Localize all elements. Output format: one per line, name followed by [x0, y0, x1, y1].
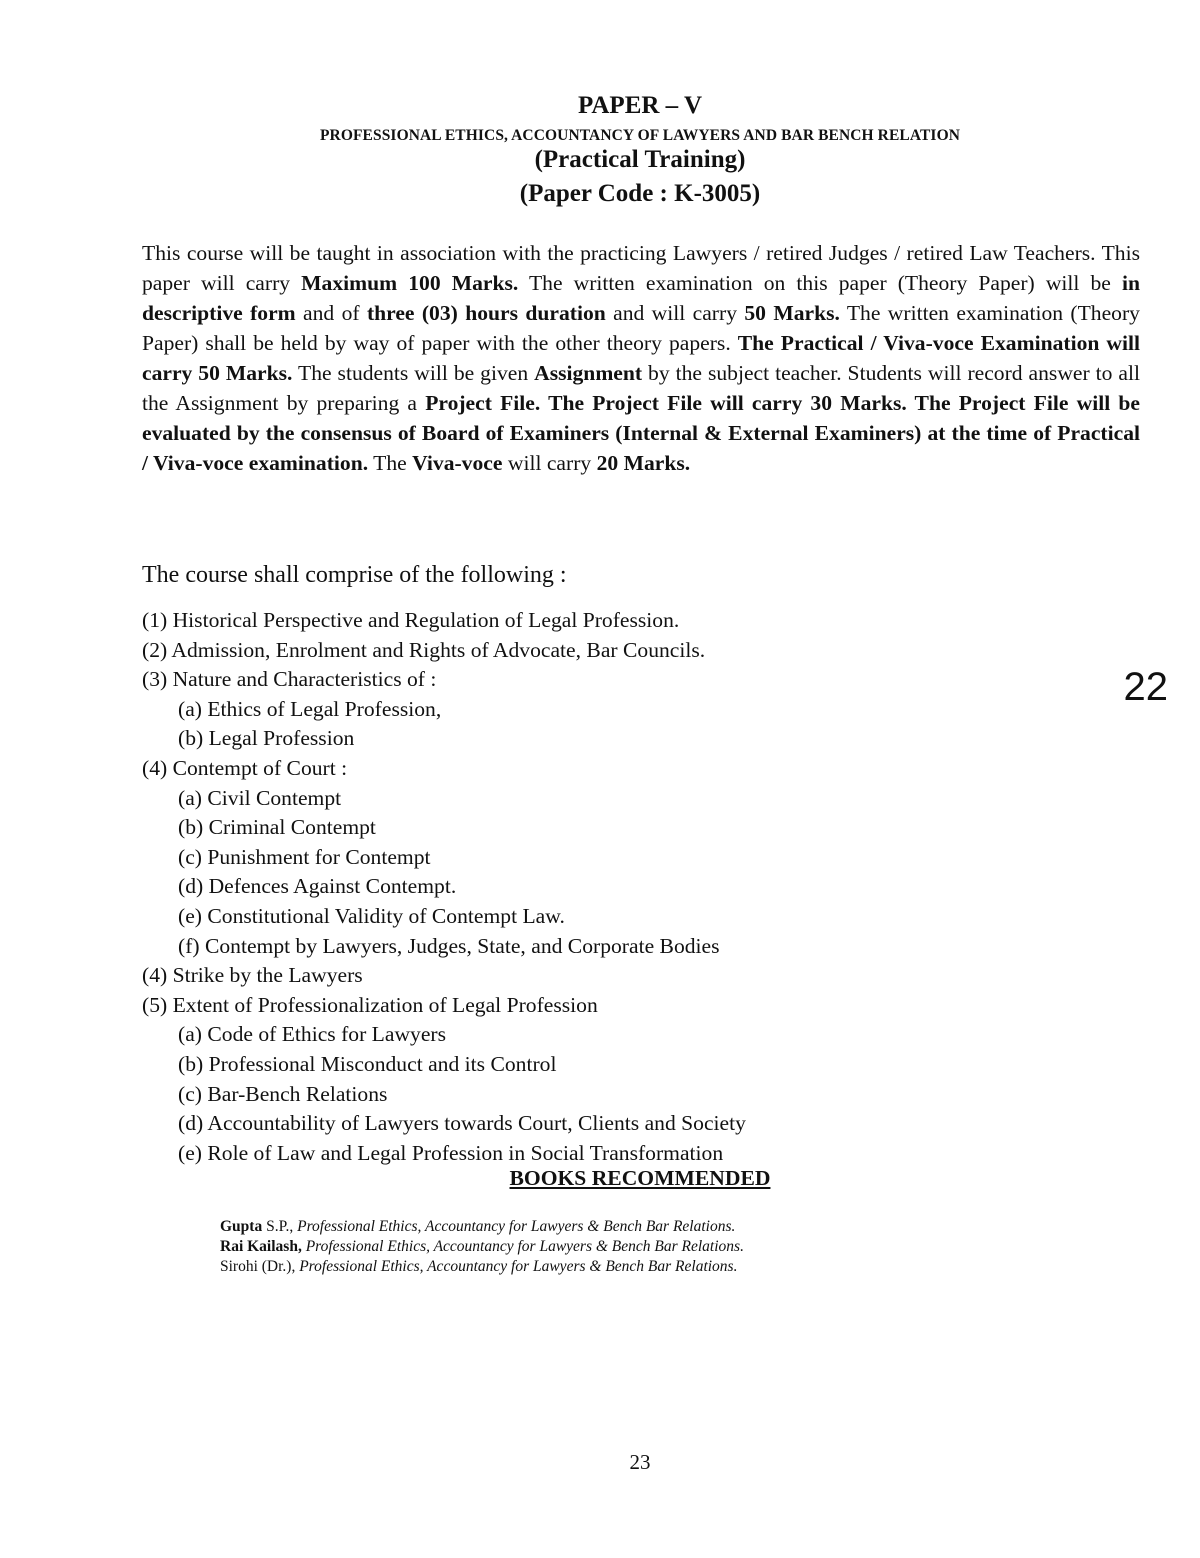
paragraph-run: This course will be taught in association with the practicing Lawyers / retired Judges / retired Law Teachers. This paper will carry [142, 241, 1140, 295]
course-description [142, 238, 1140, 478]
syllabus-subitem: (b) Criminal Contempt [178, 815, 376, 840]
paragraph-run: The written examination (Theory Paper) shall be held by way of paper with the other theory papers. [142, 301, 1140, 355]
book-entry [220, 1257, 744, 1277]
paper-code: (Paper Code : K-3005) [519, 180, 761, 207]
syllabus-item: (3) Nature and Characteristics of : [142, 667, 437, 692]
syllabus-subitem: (a) Ethics of Legal Profession, [178, 696, 442, 721]
syllabus-subitem: (b) Professional Misconduct and its Control [178, 1051, 557, 1076]
book-author: Gupta [220, 1218, 263, 1235]
books-heading: BOOKS RECOMMENDED [509, 1166, 771, 1190]
syllabus-subitem: (d) Defences Against Contempt. [178, 874, 457, 899]
paragraph-run: The Practical / Viva-voce Examination will carry 50 Marks. [142, 331, 1141, 385]
paragraph-run: Maximum 100 Marks. [301, 271, 519, 295]
paragraph-run: three (03) hours duration [366, 301, 606, 325]
book-author-detail: Sirohi (Dr.), [220, 1258, 300, 1275]
paragraph-run: and of [295, 301, 367, 325]
course-intro: The course shall comprise of the following : [142, 562, 567, 588]
book-entry [220, 1217, 744, 1237]
syllabus-subitem: (c) Bar-Bench Relations [178, 1081, 388, 1106]
syllabus-subitem: (d) Accountability of Lawyers towards Court, Clients and Society [178, 1111, 746, 1136]
paper-heading: PAPER – V [577, 92, 703, 119]
book-author-detail: S.P., [262, 1218, 298, 1235]
syllabus-list [142, 606, 746, 1168]
syllabus-item: (4) Contempt of Court : [142, 755, 348, 780]
book-entry [220, 1237, 744, 1257]
syllabus-item: (1) Historical Perspective and Regulation of Legal Profession. [142, 608, 680, 632]
syllabus-subitem: (a) Code of Ethics for Lawyers [178, 1022, 447, 1047]
paragraph-run: will carry [502, 451, 597, 475]
paragraph-run: 20 Marks. [596, 451, 691, 475]
paragraph-run: in descriptive form [142, 271, 1140, 325]
paragraph-run: The students will be given [292, 361, 535, 385]
paragraph-run: by the subject teacher. Students will record answer to all the Assignment by preparing a [142, 361, 1141, 415]
paragraph-run: Project File. The Project File will carry 30 Marks. The Project File will be evaluated by the consensus of Board of Examiners (Internal & External Examiners) at the time of Practical / Viva-voce examination. [142, 391, 1140, 475]
paragraph-run: 50 Marks. [744, 301, 840, 325]
syllabus-item: (4) Strike by the Lawyers [142, 963, 363, 988]
training-heading: (Practical Training) [534, 146, 746, 173]
syllabus-subitem: (b) Legal Profession [178, 726, 355, 751]
subject-heading: PROFESSIONAL ETHICS, ACCOUNTANCY OF LAWYERS AND BAR BENCH RELATION [319, 127, 961, 144]
syllabus-item: (5) Extent of Professionalization of Legal Profession [142, 992, 598, 1017]
syllabus-subitem: (e) Constitutional Validity of Contempt Law. [178, 903, 565, 928]
syllabus-subitem: (a) Civil Contempt [178, 785, 342, 810]
paragraph-run: The [368, 451, 413, 475]
page-number: 23 [629, 1450, 651, 1474]
book-title: Professional Ethics, Accountancy for Lawyers & Bench Bar Relations. [299, 1258, 738, 1275]
book-author: Rai Kailash, [220, 1238, 302, 1255]
books-list [220, 1217, 744, 1277]
syllabus-subitem: (f) Contempt by Lawyers, Judges, State, and Corporate Bodies [178, 933, 720, 958]
side-number: 22 [1123, 665, 1168, 709]
paragraph-run: Assignment [534, 361, 643, 385]
book-title: Professional Ethics, Accountancy for Lawyers & Bench Bar Relations. [297, 1218, 736, 1235]
paragraph-run: and will carry [605, 301, 745, 325]
syllabus-subitem: (c) Punishment for Contempt [178, 844, 431, 869]
paragraph-run: The written examination on this paper (Theory Paper) will be [518, 271, 1122, 295]
syllabus-item: (2) Admission, Enrolment and Rights of Advocate, Bar Councils. [142, 637, 706, 662]
syllabus-subitem: (e) Role of Law and Legal Profession in Social Transformation [178, 1140, 724, 1165]
paragraph-run: Viva-voce [412, 451, 503, 475]
book-title: Professional Ethics, Accountancy for Lawyers & Bench Bar Relations. [305, 1238, 744, 1255]
